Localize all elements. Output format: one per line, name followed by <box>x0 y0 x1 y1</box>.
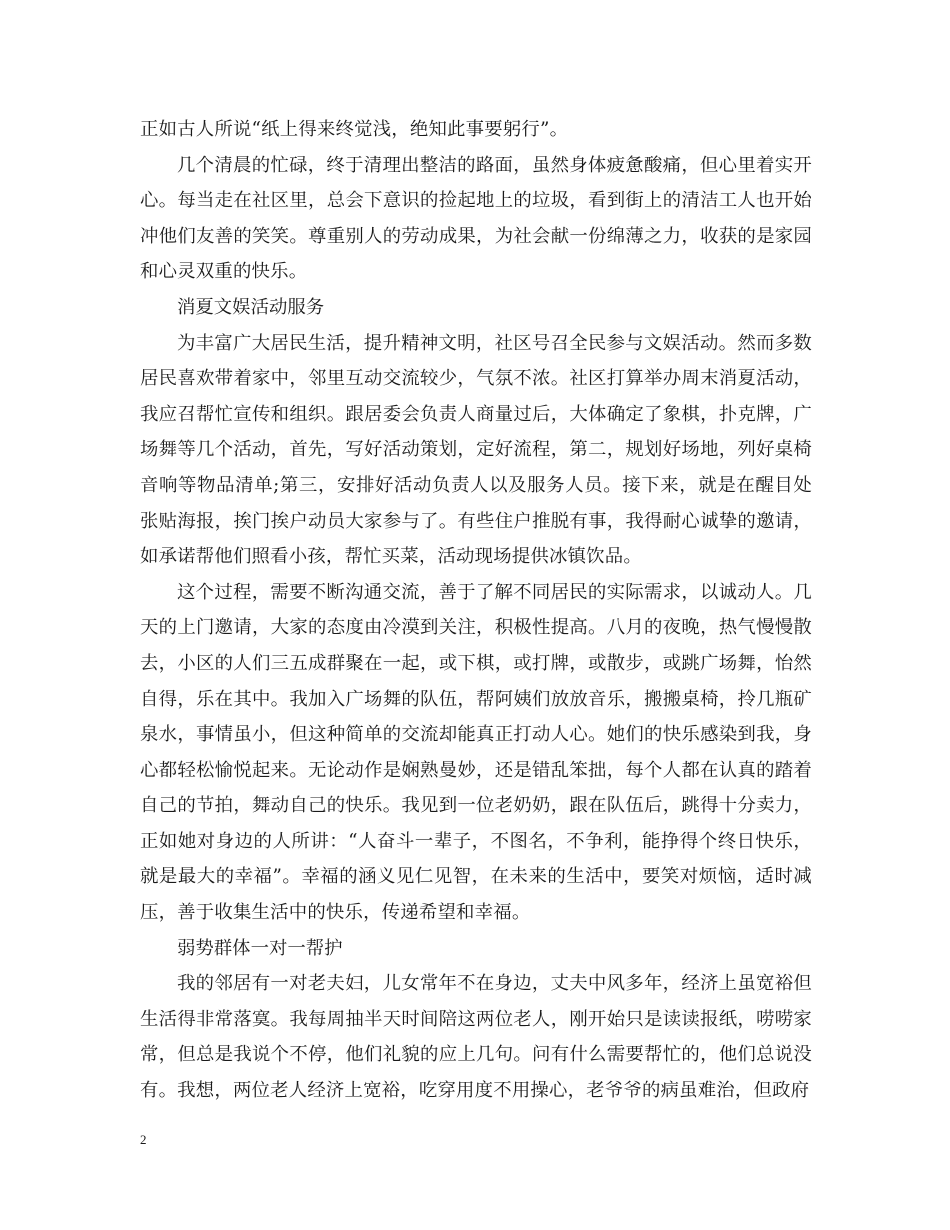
page-number: 2 <box>140 1132 147 1147</box>
paragraph-5: 我的邻居有一对老夫妇，儿女常年不在身边，丈夫中风多年，经济上虽宽裕但生活得非常落寞。我每周抽半天时间陪这两位老人，刚开始只是读读报纸，唠唠家常，但总是我说个不停，他们礼貌的应上几句。问有什么需要帮忙的，他们总说没有。我想，两位老人经济上宽裕，吃穿用度不用操心，老爷爷的病虽难治，但政府 <box>140 973 812 1102</box>
paragraph-1: 正如古人所说“纸上得来终觉浅，绝知此事要躬行”。 <box>140 119 569 140</box>
paragraph-4: 这个过程，需要不断沟通交流，善于了解不同居民的实际需求，以诚动人。几天的上门邀请，大家的态度由冷漠到关注，积极性提高。八月的夜晚，热气慢慢散去，小区的人们三五成群聚在一起，或下棋，或打牌，或散步，或跳广场舞，怡然自得，乐在其中。我加入广场舞的队伍，帮阿姨们放放音乐，搬搬桌椅，拎几瓶矿泉水，事情虽小，但这种简单的交流却能真正打动人心。她们的快乐感染到我，身心都轻松愉悦起来。无论动作是娴熟曼妙，还是错乱笨拙，每个人都在认真的踏着自己的节拍，舞动自己的快乐。我见到一位老奶奶，跟在队伍后，跳得十分卖力，正如她对身边的人所讲：“人奋斗一辈子，不图名，不争利，能挣得个终日快乐，就是最大的幸福”。幸福的涵义见仁见智，在未来的生活中，要笑对烦恼，适时减压，善于收集生活中的快乐，传递希望和幸福。 <box>140 581 812 924</box>
document-body <box>140 112 812 1109</box>
paragraph-2: 几个清晨的忙碌，终于清理出整洁的路面，虽然身体疲惫酸痛，但心里着实开心。每当走在社区里，总会下意识的捡起地上的垃圾，看到街上的清洁工人也开始冲他们友善的笑笑。尊重别人的劳动成果，为社会献一份绵薄之力，收获的是家园和心灵双重的快乐。 <box>140 154 812 283</box>
section-heading-vulnerable-groups: 弱势群体一对一帮护 <box>177 937 343 959</box>
paragraph-3: 为丰富广大居民生活，提升精神文明，社区号召全民参与文娱活动。然而多数居民喜欢带着家中，邻里互动交流较少，气氛不浓。社区打算举办周末消夏活动，我应召帮忙宣传和组织。跟居委会负责人商量过后，大体确定了象棋，扑克牌，广场舞等几个活动，首先，写好活动策划，定好流程，第二，规划好场地，列好桌椅音响等物品清单;第三，安排好活动负责人以及服务人员。接下来，就是在醒目处张贴海报，挨门挨户动员大家参与了。有些住户推脱有事，我得耐心诚挚的邀请，如承诺帮他们照看小孩，帮忙买菜，活动现场提供冰镇饮品。 <box>140 332 812 568</box>
section-heading-summer-activities: 消夏文娱活动服务 <box>177 296 325 318</box>
